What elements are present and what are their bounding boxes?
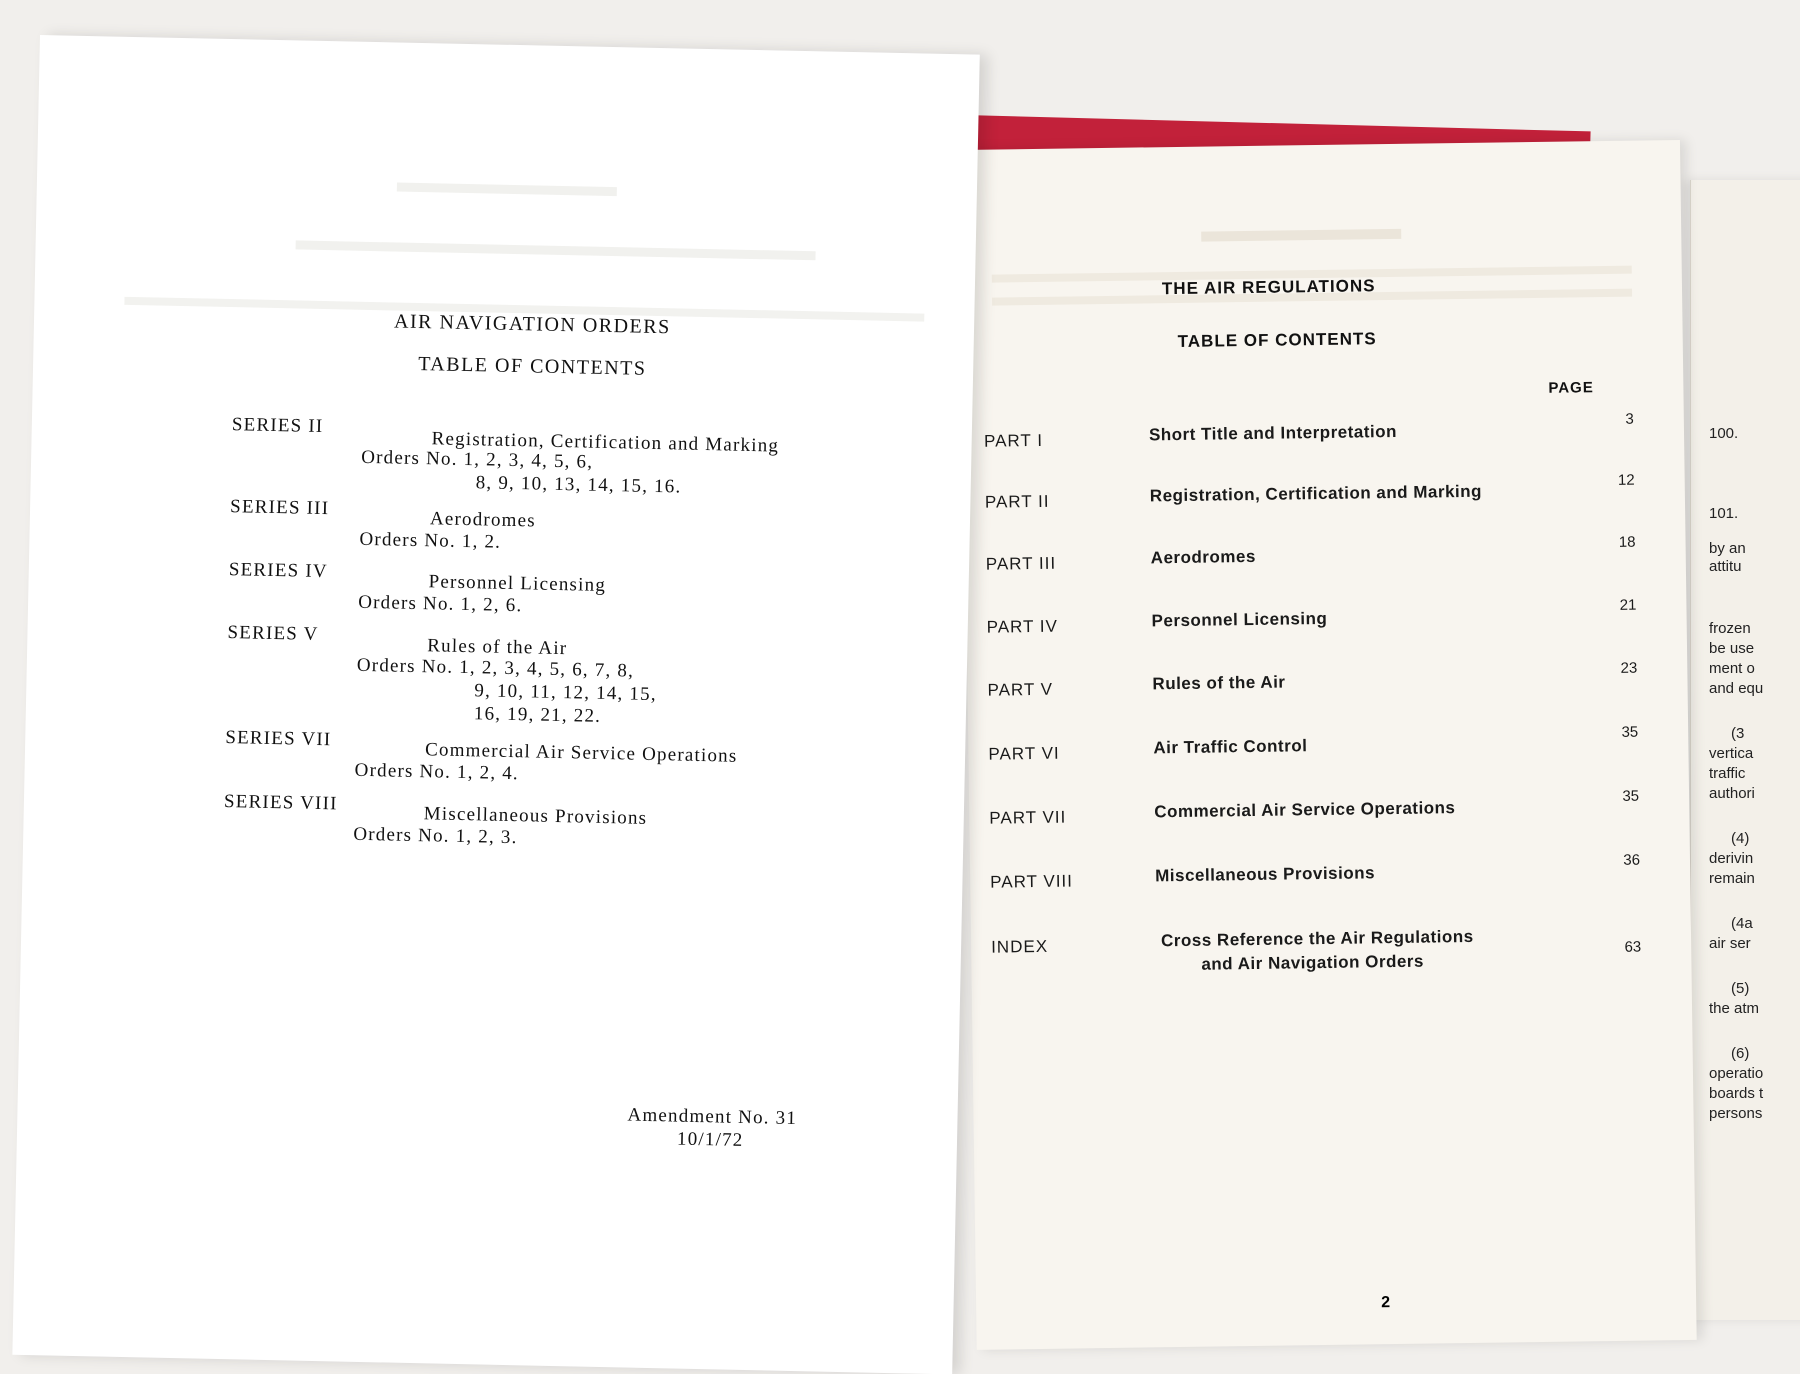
- series-label: SERIES II: [231, 414, 324, 438]
- toc-part: PART VII: [989, 807, 1067, 828]
- fragment-text: by an: [1709, 540, 1746, 557]
- series-label: SERIES VIII: [223, 791, 338, 815]
- toc-title: Personnel Licensing: [1151, 608, 1328, 631]
- series-orders: 8, 9, 10, 13, 14, 15, 16.: [475, 472, 682, 498]
- series-heading: Commercial Air Service Operations: [424, 739, 738, 767]
- toc-row: [987, 659, 1678, 731]
- toc-title: Commercial Air Service Operations: [1154, 798, 1456, 822]
- show-through-line: [1201, 229, 1401, 242]
- toc-part: INDEX: [991, 936, 1049, 957]
- series-heading: Registration, Certification and Marking: [431, 428, 780, 457]
- fragment-text: frozen: [1709, 620, 1751, 637]
- series-orders: Orders No. 1, 2.: [359, 528, 502, 553]
- fragment-text: (3: [1731, 725, 1745, 742]
- series-label: SERIES VII: [225, 727, 332, 751]
- fragment-text: 101.: [1709, 505, 1739, 522]
- toc-part: PART I: [983, 430, 1044, 451]
- series-orders: 9, 10, 11, 12, 14, 15,: [474, 680, 657, 706]
- series-orders: Orders No. 1, 2, 4.: [354, 759, 520, 785]
- fragment-text: ment o: [1709, 660, 1755, 677]
- page-column-header: PAGE: [1548, 379, 1594, 397]
- fragment-text: (5): [1731, 980, 1750, 997]
- toc-page: 18: [1618, 533, 1636, 551]
- fragment-text: attitu: [1709, 558, 1742, 575]
- fragment-text: (6): [1731, 1045, 1750, 1062]
- toc-part: PART VI: [988, 743, 1060, 764]
- series-orders: Orders No. 1, 2, 6.: [357, 591, 523, 617]
- toc-part: PART II: [984, 491, 1050, 512]
- toc-row: [989, 787, 1680, 859]
- page-number: 2: [1381, 1294, 1391, 1312]
- toc-row: [991, 928, 1682, 998]
- toc-part: PART VIII: [990, 871, 1074, 892]
- toc-row: [988, 723, 1679, 795]
- series-heading: Personnel Licensing: [428, 571, 607, 596]
- toc-row: [990, 851, 1681, 923]
- toc-row: [984, 471, 1676, 543]
- toc-part: PART IV: [986, 616, 1059, 637]
- series-orders: 16, 19, 21, 22.: [473, 703, 602, 727]
- series-orders: Orders No. 1, 2, 3.: [353, 823, 518, 849]
- fragment-text: boards t: [1709, 1085, 1764, 1102]
- toc-page: 12: [1617, 471, 1635, 489]
- toc-page: 63: [1624, 938, 1642, 956]
- fragment-text: authori: [1709, 785, 1755, 802]
- toc-title: Air Traffic Control: [1153, 736, 1308, 758]
- fragment-text: traffic: [1709, 765, 1746, 782]
- page-subtitle: TABLE OF CONTENTS: [1177, 329, 1377, 351]
- series-label: SERIES III: [229, 496, 330, 520]
- series-label: SERIES V: [227, 622, 319, 645]
- toc-page: 35: [1621, 723, 1639, 741]
- series-label: SERIES IV: [228, 559, 328, 583]
- toc-title: Miscellaneous Provisions: [1155, 863, 1376, 886]
- series-orders: Orders No. 1, 2, 3, 4, 5, 6, 7, 8,: [356, 654, 635, 682]
- page-title: THE AIR REGULATIONS: [1161, 276, 1376, 299]
- right-page: [960, 140, 1697, 1350]
- toc-title: Aerodromes: [1150, 546, 1256, 568]
- amendment-number: Amendment No. 31: [627, 1104, 798, 1130]
- show-through-line: [296, 240, 816, 260]
- toc-row: [986, 596, 1678, 668]
- fragment-text: (4): [1731, 830, 1750, 847]
- series-heading: Aerodromes: [429, 508, 537, 532]
- toc-title: Cross Reference the Air Regulations: [1160, 926, 1474, 951]
- series-heading: Miscellaneous Provisions: [423, 803, 648, 829]
- toc-part: PART V: [987, 679, 1054, 700]
- toc-page: 23: [1620, 659, 1638, 677]
- fragment-text: (4a: [1731, 915, 1753, 932]
- toc-part: PART III: [985, 553, 1057, 574]
- series-heading: Rules of the Air: [427, 635, 568, 660]
- page-subtitle: TABLE OF CONTENTS: [417, 352, 647, 380]
- toc-page: 35: [1622, 787, 1640, 805]
- fragment-text: remain: [1709, 870, 1755, 887]
- page-title: AIR NAVIGATION ORDERS: [393, 310, 671, 339]
- fragment-text: air ser: [1709, 935, 1751, 952]
- fragment-text: be use: [1709, 640, 1755, 657]
- fragment-text: derivin: [1709, 850, 1754, 867]
- toc-row: [983, 410, 1675, 482]
- third-page: [1690, 180, 1800, 1320]
- show-through-line: [397, 183, 617, 197]
- toc-row: [985, 533, 1677, 605]
- fragment-text: operatio: [1709, 1065, 1764, 1082]
- toc-page: 3: [1625, 410, 1634, 428]
- fragment-text: and equ: [1709, 680, 1764, 697]
- fragment-text: 100.: [1709, 425, 1739, 442]
- toc-title: Rules of the Air: [1152, 672, 1286, 694]
- series-orders: Orders No. 1, 2, 3, 4, 5, 6,: [361, 446, 594, 473]
- toc-page: 21: [1619, 596, 1637, 614]
- amendment-date: 10/1/72: [676, 1128, 744, 1151]
- toc-title: Registration, Certification and Marking: [1149, 481, 1483, 506]
- toc-page: 36: [1623, 851, 1641, 869]
- fragment-text: vertica: [1709, 745, 1754, 762]
- toc-title-line-2: and Air Navigation Orders: [1201, 951, 1425, 974]
- left-page: [12, 35, 979, 1374]
- toc-title: Short Title and Interpretation: [1148, 421, 1398, 445]
- fragment-text: persons: [1709, 1105, 1763, 1122]
- fragment-text: the atm: [1709, 1000, 1760, 1017]
